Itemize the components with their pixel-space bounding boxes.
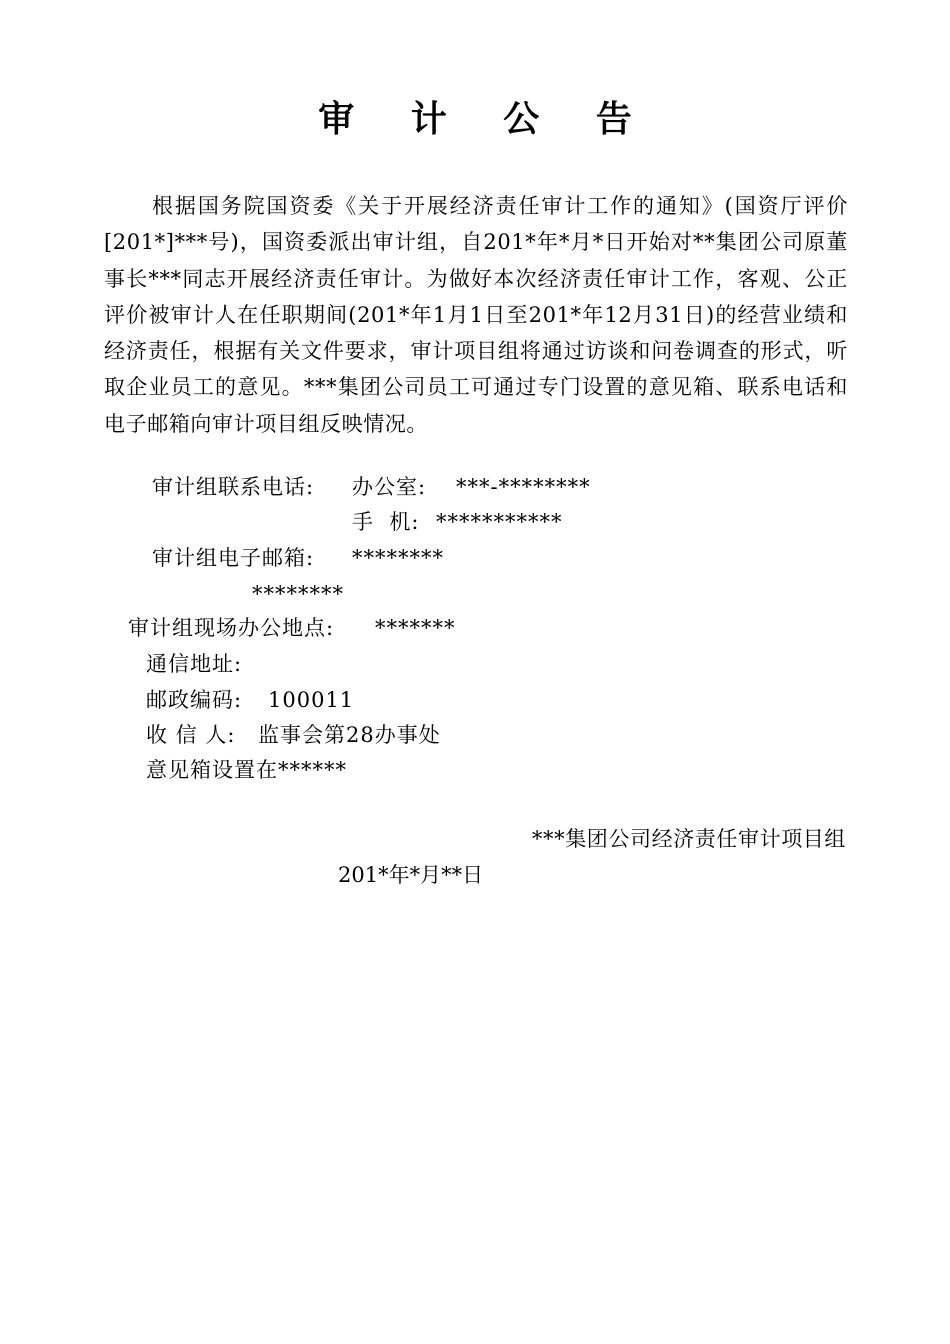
site-label: 审计组现场办公地点: bbox=[128, 616, 335, 640]
office-label: 办公室: bbox=[352, 475, 427, 499]
signature: ***集团公司经济责任审计项目组 bbox=[531, 827, 846, 851]
email-value: ******** bbox=[352, 546, 444, 570]
page-title: 审 计 公 告 bbox=[318, 99, 654, 140]
site-value: ******* bbox=[375, 616, 456, 640]
recipient-label: 收 信 人: bbox=[146, 723, 236, 747]
postcode-value: 100011 bbox=[268, 688, 355, 712]
email-value-continued: ******** bbox=[252, 582, 344, 606]
mobile-label: 手 机: bbox=[352, 510, 420, 534]
mobile-value: *********** bbox=[436, 510, 563, 534]
email-label: 审计组电子邮箱: bbox=[152, 546, 315, 570]
recipient-value: 监事会第28办事处 bbox=[258, 723, 441, 747]
signature-date: 201*年*月**日 bbox=[338, 863, 484, 887]
office-phone-value: ***-******** bbox=[456, 475, 591, 499]
body-paragraph: 根据国务院国资委《关于开展经济责任审计工作的通知》(国资厅评价[201*]***号)，国资委派出审计组，自201*年*月*日开始对**集团公司原董事长***同志开展经济责任审计。为做好本次经济责任审计工作，客观、公正评价被审计人在任职期间(201*年1月1日至201*年12月31日)的经营业绩和经济责任，根据有关文件要求，审计项目组将通过访谈和问卷调查的形式，听取企业员工的意见。***集团公司员工可通过专门设置的意见箱、联系电话和电子邮箱向审计项目组反映情况。 bbox=[104, 194, 848, 436]
mail-address-label: 通信地址: bbox=[146, 652, 243, 676]
suggestion-box-note: 意见箱设置在****** bbox=[146, 758, 347, 782]
phone-label: 审计组联系电话: bbox=[152, 475, 315, 499]
postcode-label: 邮政编码: bbox=[146, 688, 243, 712]
